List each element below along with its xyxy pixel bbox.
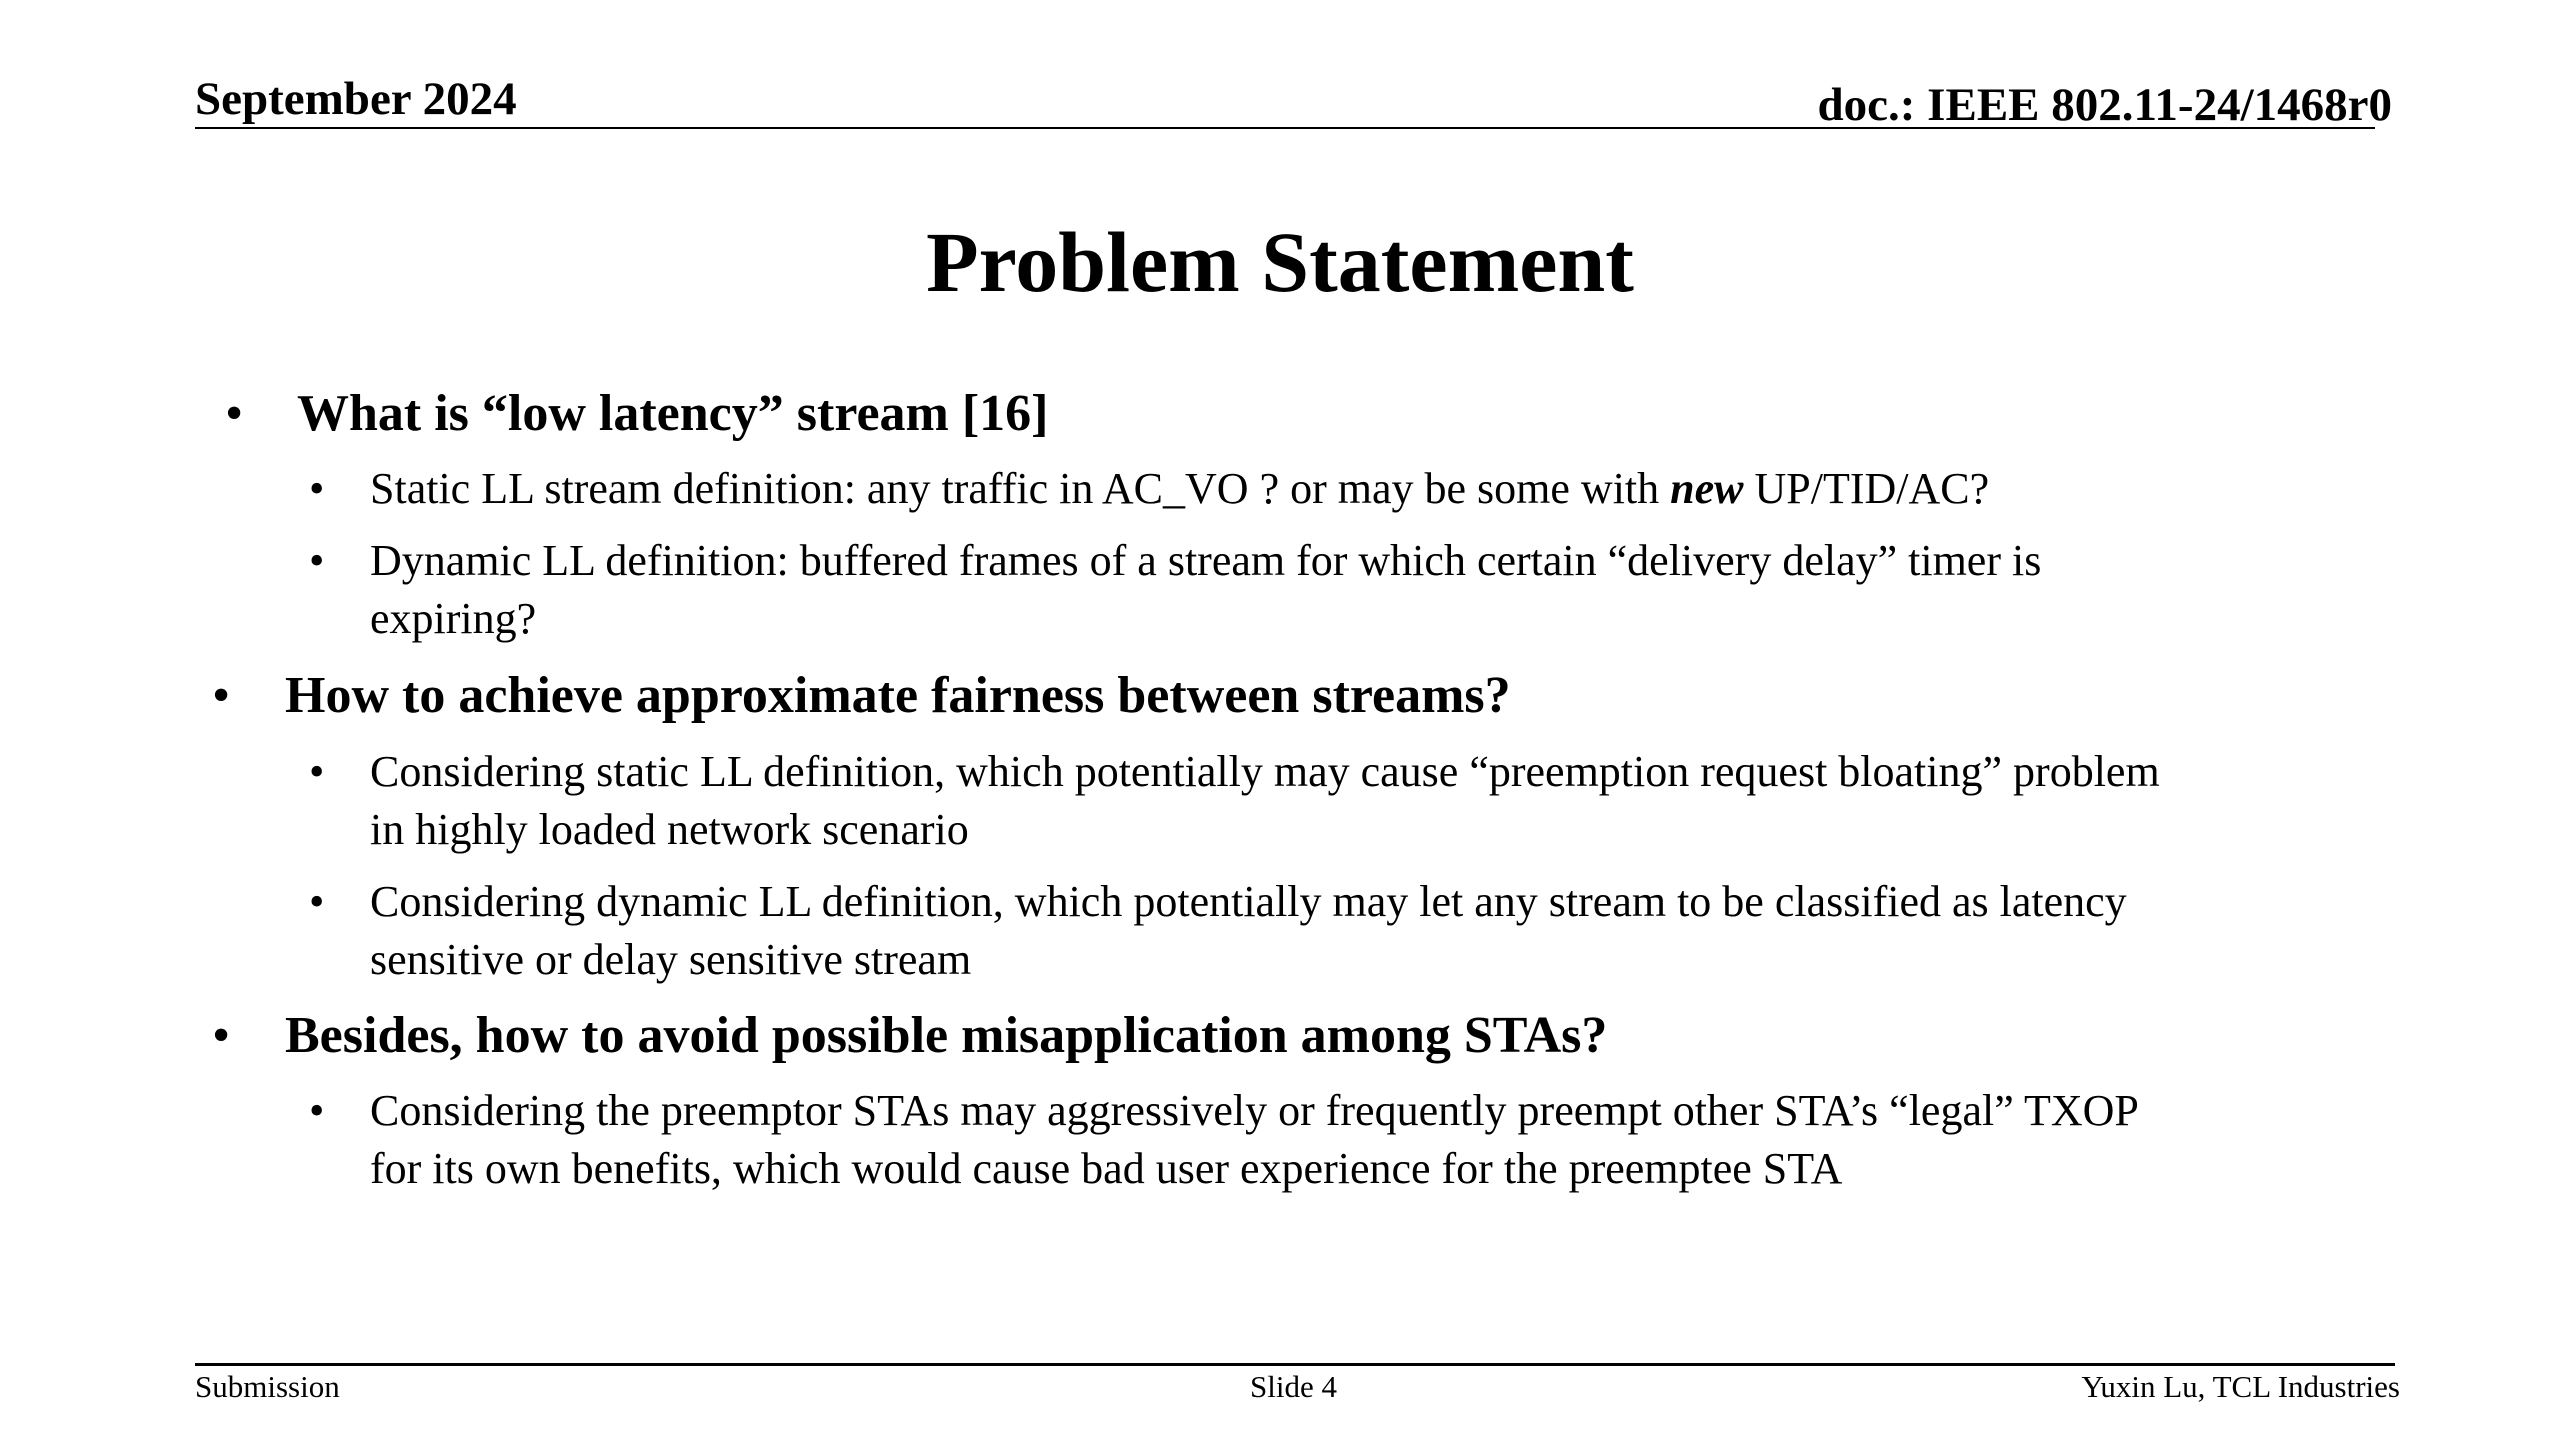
text-segment: Static LL stream definition: any traffic in AC_VO ? or may be some with [370, 464, 1671, 513]
text-line: Considering static LL definition, which potentially may cause “preemption request bloating” problem [370, 747, 2160, 796]
bullet-text: Besides, how to avoid possible misapplication among STAs? [285, 1007, 1608, 1064]
bullet-marker: • [212, 1007, 231, 1064]
bullet-text: How to achieve approximate fairness between streams? [285, 667, 1511, 724]
footer-slide-number: Slide 4 [1250, 1369, 1337, 1404]
text-line: in highly loaded network scenario [370, 805, 969, 854]
text-line: expiring? [370, 594, 537, 643]
footer-submission: Submission [195, 1369, 340, 1404]
sub-bullet-marker: • [309, 877, 325, 926]
sub-bullet-text [370, 1082, 2380, 1198]
footer-author: Yuxin Lu, TCL Industries [2081, 1369, 2400, 1404]
bullet-marker: • [225, 385, 244, 442]
sub-bullet-marker: • [309, 747, 325, 796]
sub-bullet-marker: • [309, 536, 325, 585]
text-line: Considering dynamic LL definition, which potentially may let any stream to be classified as latency [370, 877, 2127, 926]
text-line: for its own benefits, which would cause bad user experience for the preemptee STA [370, 1144, 1843, 1193]
emphasis-new: new [1670, 464, 1744, 513]
sub-bullet-marker: • [309, 464, 325, 513]
text-segment: UP/TID/AC? [1743, 464, 1990, 513]
text-line: sensitive or delay sensitive stream [370, 935, 972, 984]
footer-divider [195, 1363, 2395, 1366]
slide-title: Problem Statement [926, 214, 1634, 310]
text-line: Dynamic LL definition: buffered frames of a stream for which certain “delivery delay” timer is [370, 536, 2042, 585]
sub-bullet-text [370, 743, 2380, 859]
header-doc-id: doc.: IEEE 802.11-24/1468r0 [1817, 79, 2392, 131]
header-date: September 2024 [195, 73, 517, 125]
sub-bullet-text [370, 532, 2380, 648]
bullet-marker: • [212, 667, 231, 724]
sub-bullet-text [370, 873, 2380, 989]
sub-bullet-text [370, 460, 2380, 518]
sub-bullet-marker: • [309, 1086, 325, 1135]
text-line: Considering the preemptor STAs may aggressively or frequently preempt other STA’s “legal” TXOP [370, 1086, 2139, 1135]
bullet-text: What is “low latency” stream [16] [297, 385, 1049, 442]
